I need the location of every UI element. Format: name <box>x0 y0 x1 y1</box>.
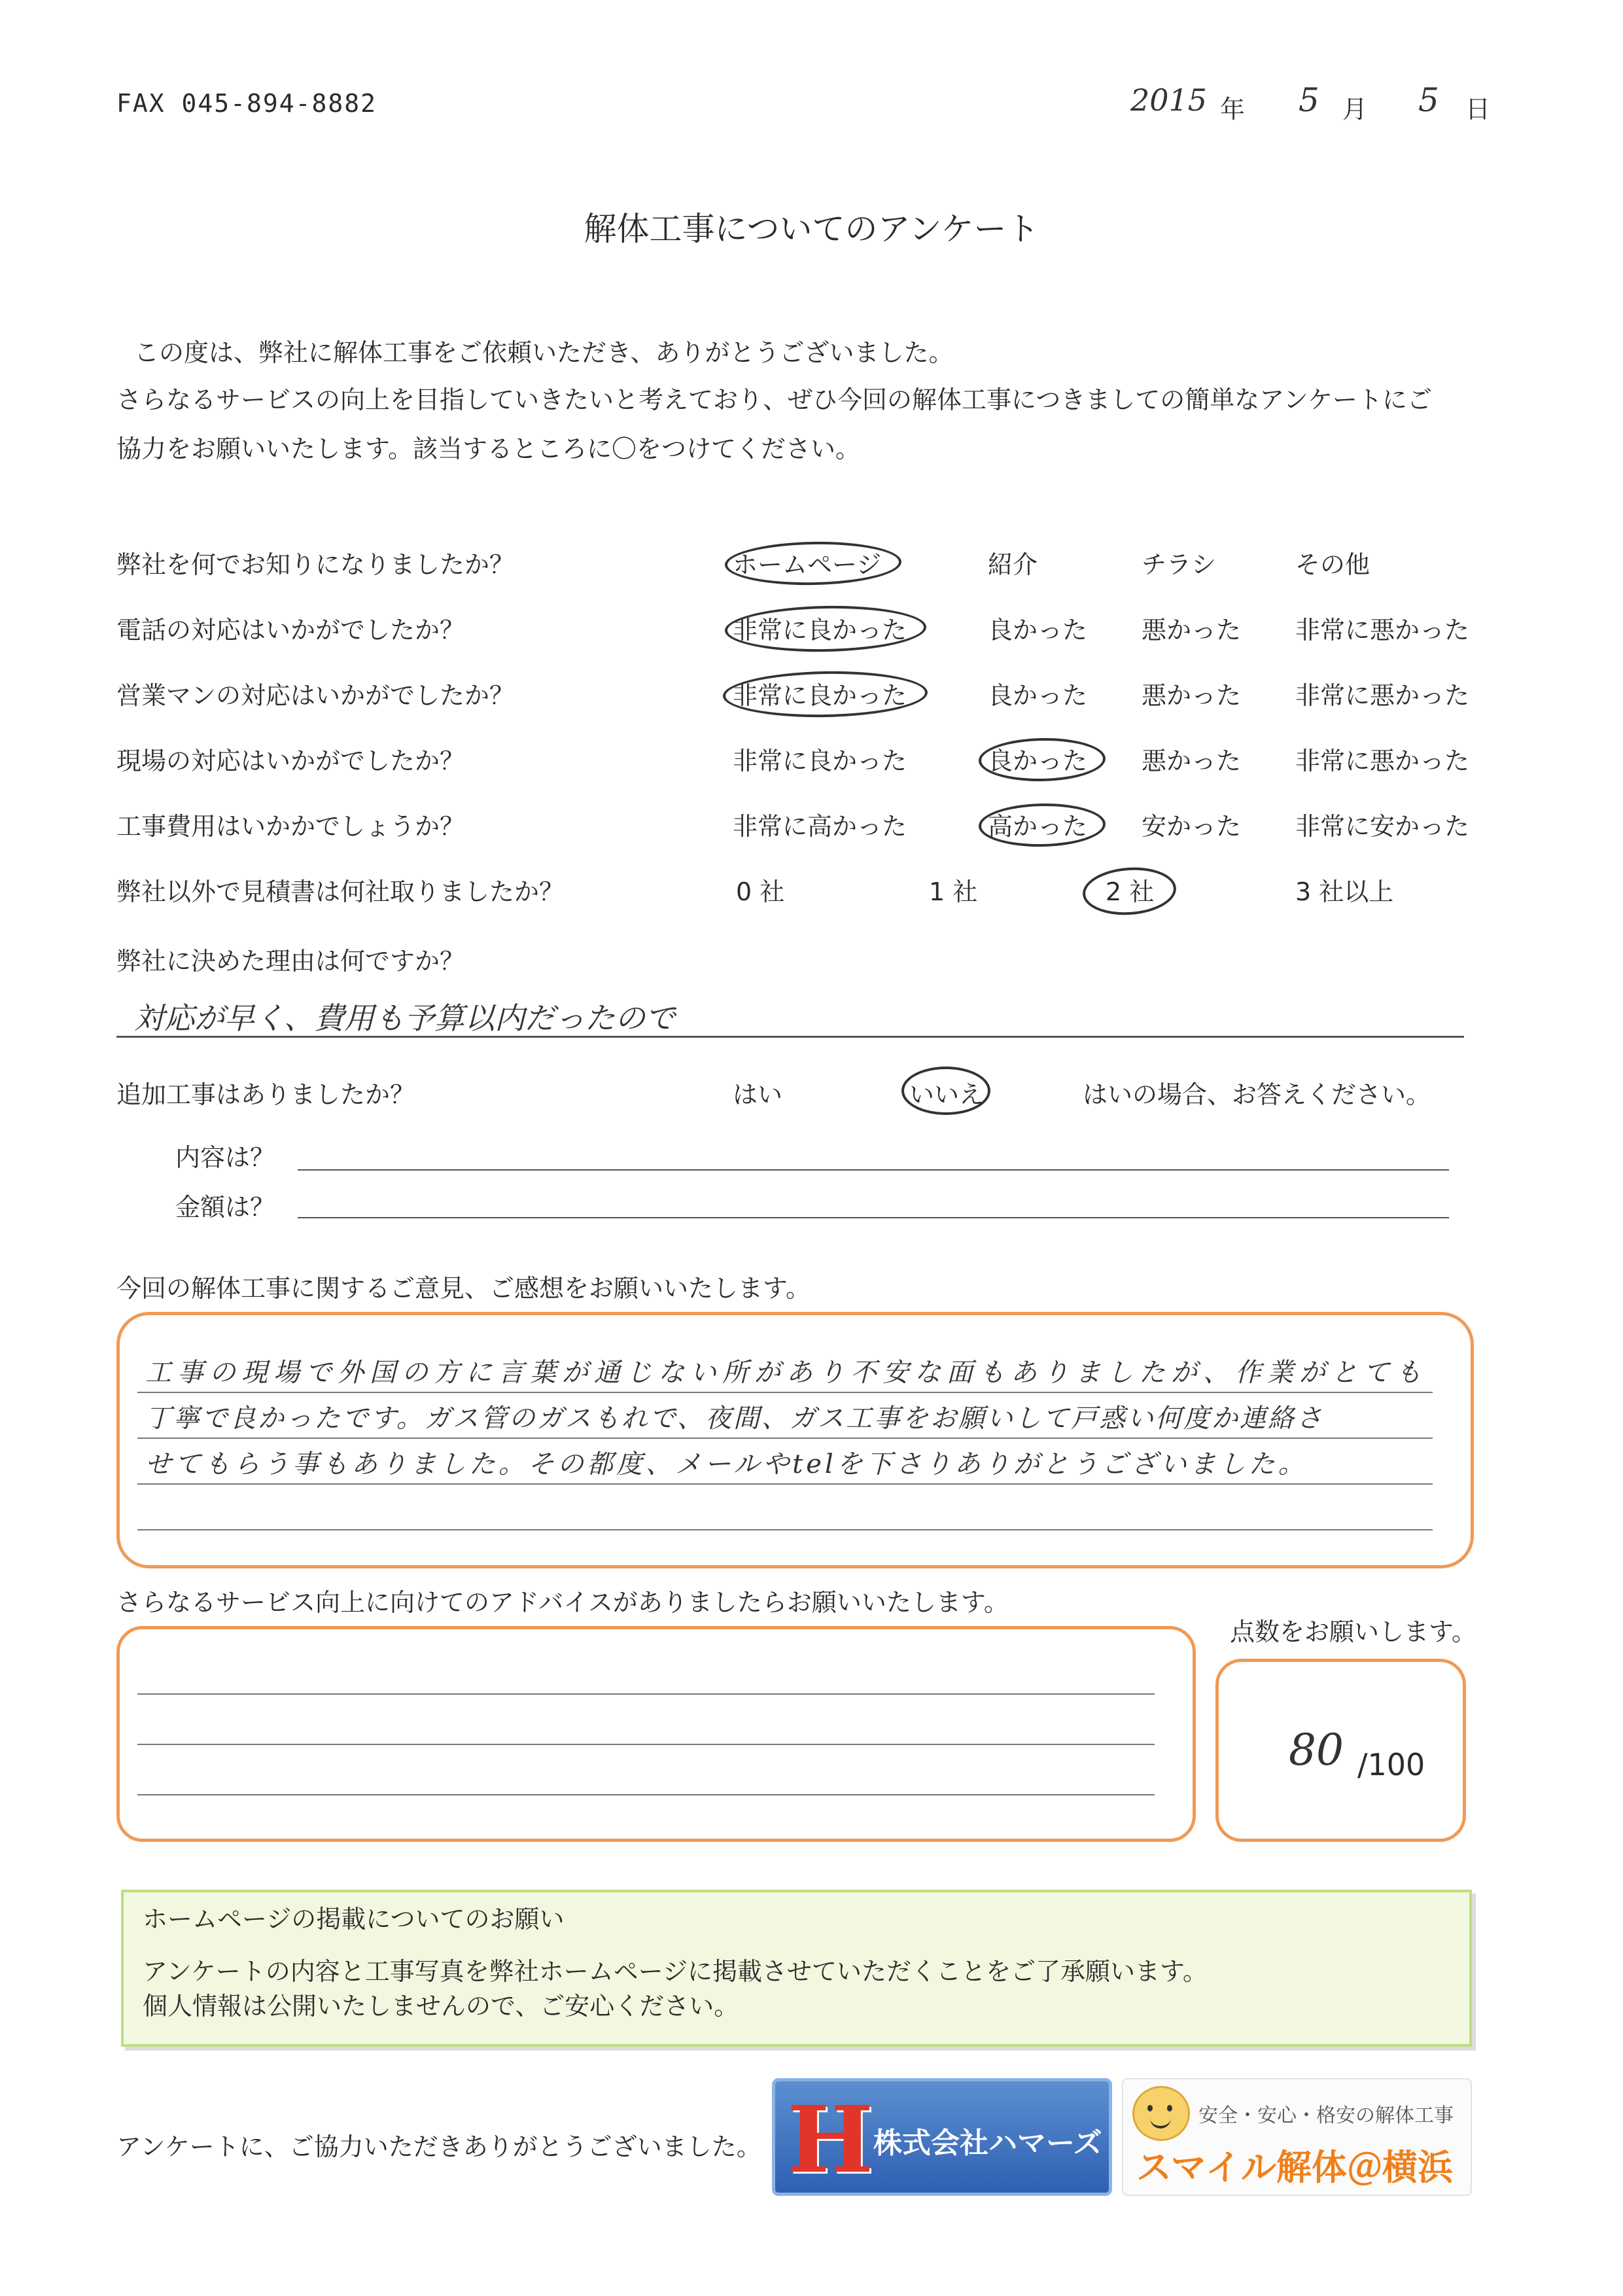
question-label: 弊社を何でお知りになりましたか？ <box>116 550 515 579</box>
answer-option[interactable]: その他 <box>1295 550 1370 579</box>
company-logo <box>772 2078 1112 2196</box>
hammers-h-icon <box>787 2087 874 2194</box>
brand-tagline: 安全・安心・格安の解体工事 <box>1198 2104 1454 2127</box>
answer-option[interactable]: 3 社以上 <box>1295 877 1394 906</box>
additional-question: 追加工事はありましたか？ <box>116 1080 415 1109</box>
question-label: 電話の対応はいかがでしたか？ <box>116 616 465 645</box>
additional-yes-option[interactable]: はい <box>733 1080 783 1109</box>
brand-name: スマイル解体＠横浜 <box>1136 2147 1453 2188</box>
advice-box <box>116 1626 1196 1842</box>
score-max: /100 <box>1357 1747 1425 1782</box>
answer-option[interactable]: 非常に良かった <box>733 616 907 645</box>
answer-option[interactable]: 悪かった <box>1142 747 1242 775</box>
date-month: 5 <box>1299 81 1319 119</box>
answer-option[interactable]: 良かった <box>988 747 1088 775</box>
date-year: 2015 <box>1130 82 1208 118</box>
answer-option[interactable]: 紹介 <box>988 550 1038 579</box>
fax-number: FAX 045-894-8882 <box>116 89 377 118</box>
amount-label: 金額は？ <box>175 1193 275 1222</box>
content-line <box>298 1169 1449 1171</box>
answer-option[interactable]: 非常に悪かった <box>1295 681 1470 710</box>
answer-option[interactable]: 安かった <box>1142 812 1242 841</box>
opinion-rule <box>137 1529 1433 1530</box>
brand-logo <box>1122 2078 1472 2196</box>
answer-option[interactable]: 非常に悪かった <box>1295 747 1470 775</box>
date-day: 5 <box>1418 81 1439 119</box>
answer-option[interactable]: 良かった <box>988 616 1088 645</box>
answer-option[interactable]: 高かった <box>988 812 1088 841</box>
notice-line-2: 個人情報は公開いたしませんので、ご安心ください。 <box>143 1992 739 2021</box>
reason-question: 弊社に決めた理由は何ですか？ <box>116 947 465 976</box>
intro-line-1: この度は、弊社に解体工事をご依頼いただき、ありがとうございました。 <box>134 338 954 367</box>
page-title: 解体工事についてのアンケート <box>584 210 1039 248</box>
date-day-unit: 日 <box>1465 95 1491 124</box>
answer-option[interactable]: 非常に良かった <box>733 681 907 710</box>
question-label: 営業マンの対応はいかがでしたか？ <box>116 681 515 710</box>
opinion-question: 今回の解体工事に関するご意見、ご感想をお願いいたします。 <box>116 1274 811 1303</box>
question-label: 弊社以外で見積書は何社取りましたか？ <box>116 877 565 906</box>
date-month-unit: 月 <box>1342 95 1368 124</box>
intro-line-2: さらなるサービスの向上を目指していきたいと考えており、ぜひ今回の解体工事につきましての簡単なアンケートにご <box>116 385 1432 414</box>
answer-option[interactable]: 非常に良かった <box>733 747 907 775</box>
selection-circle <box>1081 864 1178 918</box>
additional-no-option[interactable]: いいえ <box>909 1080 985 1109</box>
smile-mascot-icon <box>1132 2086 1190 2141</box>
answer-option[interactable]: 非常に安かった <box>1295 812 1470 841</box>
content-label: 内容は？ <box>175 1143 275 1172</box>
answer-option[interactable]: 悪かった <box>1142 681 1242 710</box>
advice-rule <box>137 1693 1155 1695</box>
company-name: 株式会社ハマーズ <box>873 2127 1102 2160</box>
advice-question: さらなるサービス向上に向けてのアドバイスがありましたらお願いいたします。 <box>116 1588 1009 1617</box>
answer-option[interactable]: 1 社 <box>929 877 978 906</box>
answer-option[interactable]: ホームページ <box>733 550 882 579</box>
amount-line <box>298 1217 1449 1218</box>
score-value: 80 <box>1289 1725 1344 1775</box>
answer-option[interactable]: チラシ <box>1142 550 1217 579</box>
logo-letter: H <box>787 2087 874 2194</box>
additional-note: はいの場合、お答えください。 <box>1083 1080 1431 1109</box>
intro-line-3: 協力をお願いいたします。該当するところに〇をつけてください。 <box>116 434 860 463</box>
selection-circle <box>901 1067 990 1115</box>
answer-option[interactable]: 良かった <box>988 681 1088 710</box>
opinion-line-1: 工事の現場で外国の方に言葉が通じない所があり不安な面もありましたが、作業がとても <box>145 1358 1427 1388</box>
answer-option[interactable]: 非常に高かった <box>733 812 907 841</box>
date-year-unit: 年 <box>1220 95 1246 124</box>
advice-rule <box>137 1794 1155 1795</box>
question-label: 工事費用はいかかでしょうか？ <box>116 812 465 841</box>
notice-title: ホームページの掲載についてのお願い <box>143 1905 565 1934</box>
notice-line-1: アンケートの内容と工事写真を弊社ホームページに掲載させていただくことをご了承願います。 <box>143 1957 1208 1986</box>
score-label: 点数をお願いします。 <box>1230 1617 1476 1646</box>
answer-option[interactable]: 0 社 <box>736 877 785 906</box>
reason-underline <box>116 1036 1464 1038</box>
advice-rule <box>137 1744 1155 1745</box>
answer-option[interactable]: 悪かった <box>1142 616 1242 645</box>
question-label: 現場の対応はいかがでしたか？ <box>116 747 465 775</box>
opinion-rule <box>137 1438 1433 1439</box>
opinion-rule <box>137 1392 1433 1393</box>
answer-option[interactable]: 2 社 <box>1106 877 1155 906</box>
footer-thanks: アンケートに、ご協力いただきありがとうございました。 <box>116 2132 761 2161</box>
opinion-rule <box>137 1483 1433 1485</box>
reason-answer: 対応が早く、費用も予算以内だったので <box>134 1000 676 1036</box>
answer-option[interactable]: 非常に悪かった <box>1295 616 1470 645</box>
opinion-line-3: せてもらう事もありました。その都度、メールやtelを下さりありがとうございました。 <box>145 1449 1308 1479</box>
opinion-line-2: 丁寧で良かったです。ガス管のガスもれで、夜間、ガス工事をお願いして戸惑い何度か連絡さ <box>145 1404 1324 1434</box>
